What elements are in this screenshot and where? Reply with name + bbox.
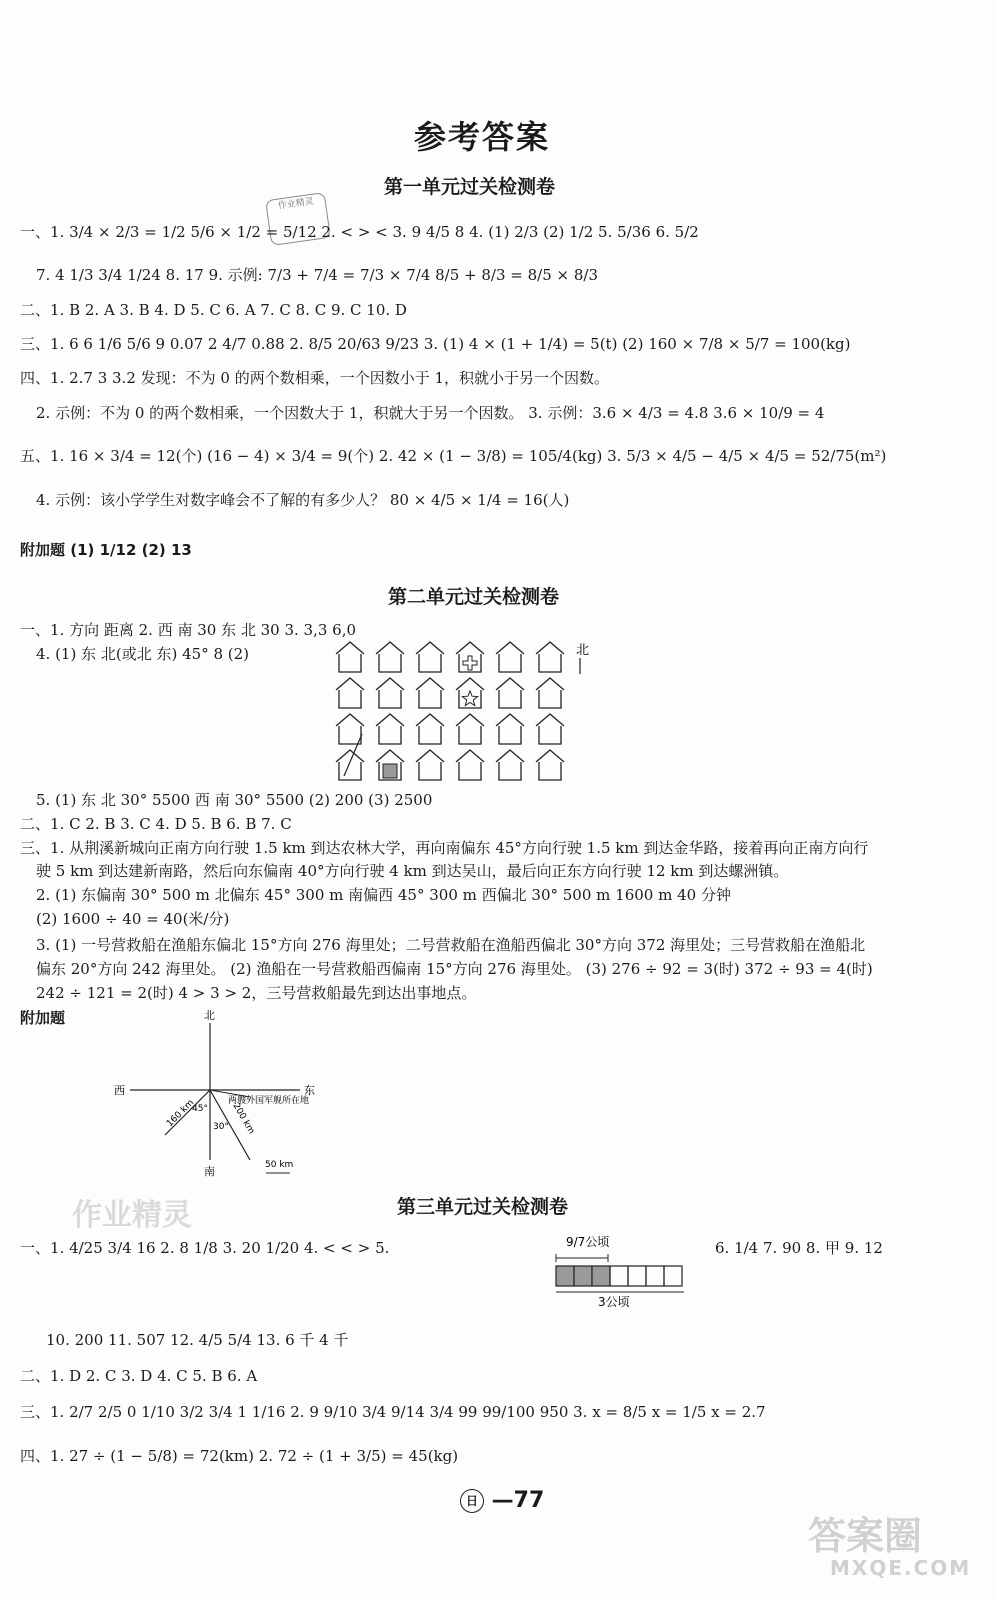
bar-cell bbox=[646, 1266, 664, 1286]
house-cell bbox=[456, 678, 484, 708]
bar-cell bbox=[574, 1266, 592, 1286]
shaded-square-icon bbox=[383, 764, 397, 778]
watermark: 作业精灵 bbox=[72, 1198, 192, 1233]
unit2-line-10: 偏东 20°方向 242 海里处。 (2) 渔船在一号营救船西偏南 15°方向 276 海里处。 (3) 276 ÷ 92 = 3(时) 372 ÷ 93 = 4(时) bbox=[36, 960, 873, 978]
compass-north: 北 bbox=[204, 1009, 215, 1022]
compass-south: 南 bbox=[204, 1165, 215, 1178]
distance-200: 200 km bbox=[230, 1101, 257, 1136]
house-cell bbox=[496, 714, 524, 744]
house-cell bbox=[456, 642, 484, 672]
corner-logo-url: MXQE.COM bbox=[830, 1556, 972, 1580]
compass-east: 东 bbox=[304, 1084, 315, 1097]
unit1-extra: 附加题 (1) 1/12 (2) 13 bbox=[20, 541, 192, 559]
unit2-line-11: 242 ÷ 121 = 2(时) 4 > 3 > 2，三号营救船最先到达出事地点。 bbox=[36, 984, 477, 1002]
unit3-line-1b: 6. 1/4 7. 90 8. 甲 9. 12 bbox=[715, 1239, 883, 1257]
unit1-line-8: 4. 示例：该小学学生对数字峰会不了解的有多少人？ 80 × 4/5 × 1/4 = 16(人) bbox=[36, 491, 570, 509]
page-number bbox=[460, 1488, 544, 1513]
unit3-line-2: 10. 200 11. 507 12. 4/5 5/4 13. 6 千 4 千 bbox=[46, 1331, 349, 1349]
unit2-line-2: 4. (1) 东 北(或北 东) 45° 8 (2) bbox=[36, 645, 250, 663]
unit2-extra: 附加题 bbox=[20, 1009, 66, 1027]
unit1-line-1: 一、1. 3/4 × 2/3 = 1/2 5/6 × 1/2 = 5/12 2. < > < 3. 9 4/5 8 4. (1) 2/3 (2) 1/2 5. 5/36 6. 5/2 bbox=[20, 223, 699, 241]
house-cells bbox=[336, 642, 564, 780]
target-label: 两艘外国军舰所在地 bbox=[228, 1096, 310, 1106]
house-cell bbox=[496, 678, 524, 708]
compass-west: 西 bbox=[114, 1084, 125, 1097]
route-line bbox=[344, 734, 362, 776]
unit1-line-2: 7. 4 1/3 3/4 1/24 8. 17 9. 示例: 7/3 + 7/4 = 7/3 × 7/4 8/5 + 8/3 = 8/5 × 8/3 bbox=[36, 266, 599, 284]
page-mark: 日 bbox=[460, 1489, 484, 1513]
section-title-unit-2: 第二单元过关检测卷 bbox=[388, 586, 560, 608]
unit1-line-7: 五、1. 16 × 3/4 = 12(个) (16 − 4) × 3/4 = 9(个) 2. 42 × (1 − 3/8) = 105/4(kg) 3. 5/3 × 4/5 − 4/5 × 4/5 = 52/75(m²) bbox=[20, 447, 887, 465]
bar-model bbox=[548, 1232, 698, 1312]
unit1-line-3: 二、1. B 2. A 3. B 4. D 5. C 6. A 7. C 8. C 9. C 10. D bbox=[20, 301, 407, 319]
house-cell bbox=[416, 750, 444, 780]
house-cell bbox=[456, 750, 484, 780]
house-cell bbox=[376, 714, 404, 744]
house-cell bbox=[336, 750, 364, 780]
page-number-text: —77 bbox=[491, 1488, 545, 1513]
unit3-line-3: 二、1. D 2. C 3. D 4. C 5. B 6. A bbox=[20, 1367, 258, 1385]
house-cell bbox=[416, 714, 444, 744]
hospital-cross-icon bbox=[463, 656, 477, 670]
bar-cell bbox=[664, 1266, 682, 1286]
scale-label: 50 km bbox=[265, 1160, 294, 1170]
unit2-line-7: 2. (1) 东偏南 30° 500 m 北偏东 45° 300 m 南偏西 45° 300 m 西偏北 30° 500 m 1600 m 40 分钟 bbox=[36, 886, 731, 904]
unit2-line-5: 三、1. 从荆溪新城向正南方向行驶 1.5 km 到达农林大学，再向南偏东 45°方向行驶 1.5 km 到达金华路，接着再向正南方向行 bbox=[20, 839, 869, 857]
house-grid bbox=[330, 638, 610, 788]
house-cell bbox=[536, 678, 564, 708]
star-icon bbox=[462, 691, 477, 706]
page-title: 参考答案 bbox=[414, 118, 551, 156]
unit2-line-6: 驶 5 km 到达建新南路，然后向东偏南 40°方向行驶 4 km 到达吴山，最后向正东方向行驶 12 km 到达螺洲镇。 bbox=[36, 862, 789, 880]
house-cell bbox=[336, 678, 364, 708]
bar-cell bbox=[610, 1266, 628, 1286]
section-title-unit-1: 第一单元过关检测卷 bbox=[384, 176, 556, 198]
house-cell bbox=[496, 750, 524, 780]
house-cell bbox=[536, 714, 564, 744]
unit2-line-8: (2) 1600 ÷ 40 = 40(米/分) bbox=[36, 910, 230, 928]
unit1-line-5: 四、1. 2.7 3 3.2 发现：不为 0 的两个数相乘，一个因数小于 1，积就小于另一个因数。 bbox=[20, 369, 610, 387]
unit1-line-6: 2. 示例：不为 0 的两个数相乘，一个因数大于 1，积就大于另一个因数。 3. 示例：3.6 × 4/3 = 4.8 3.6 × 10/9 = 4 bbox=[36, 404, 825, 422]
house-cell bbox=[416, 642, 444, 672]
unit3-line-4: 三、1. 2/7 2/5 0 1/10 3/2 3/4 1 1/16 2. 9 9/10 3/4 9/14 3/4 99 99/100 950 3. x = 8/5 x = 1/5 x = 2.7 bbox=[20, 1403, 766, 1421]
house-cell bbox=[536, 642, 564, 672]
grid-north-label: 北 bbox=[576, 643, 590, 658]
bar-cell bbox=[556, 1266, 574, 1286]
corner-logo: 答案圈 bbox=[808, 1514, 923, 1558]
bar-top-label: 9/7公顷 bbox=[566, 1235, 610, 1249]
house-cell bbox=[336, 642, 364, 672]
unit1-line-4: 三、1. 6 6 1/6 5/6 9 0.07 2 4/7 0.88 2. 8/5 20/63 9/23 3. (1) 4 × (1 + 1/4) = 5(t) (2) 160 × 7/8 × 5/7 = 100(kg) bbox=[20, 335, 851, 353]
bar-bottom-label: 3公顷 bbox=[598, 1295, 630, 1309]
bar-cells bbox=[556, 1266, 682, 1286]
unit2-line-3: 5. (1) 东 北 30° 5500 西 南 30° 5500 (2) 200 (3) 2500 bbox=[36, 791, 433, 809]
house-cell bbox=[536, 750, 564, 780]
unit2-line-9: 3. (1) 一号营救船在渔船东偏北 15°方向 276 海里处；二号营救船在渔船西偏北 30°方向 372 海里处；三号营救船在渔船北 bbox=[36, 936, 866, 954]
section-title-unit-3: 第三单元过关检测卷 bbox=[397, 1196, 569, 1218]
house-cell bbox=[416, 678, 444, 708]
unit3-line-1: 一、1. 4/25 3/4 16 2. 8 1/8 3. 20 1/20 4. < < > 5. bbox=[20, 1239, 390, 1257]
house-cell bbox=[496, 642, 524, 672]
bar-cell bbox=[628, 1266, 646, 1286]
bar-cell bbox=[592, 1266, 610, 1286]
compass-diagram bbox=[100, 1005, 370, 1180]
unit2-line-4: 二、1. C 2. B 3. C 4. D 5. B 6. B 7. C bbox=[20, 815, 292, 833]
house-cell bbox=[376, 642, 404, 672]
stamp-text: 作业精灵 bbox=[277, 196, 315, 212]
unit3-line-5: 四、1. 27 ÷ (1 − 5/8) = 72(km) 2. 72 ÷ (1 + 3/5) = 45(kg) bbox=[20, 1447, 459, 1465]
angle-30: 30° bbox=[213, 1122, 229, 1132]
distance-160: 160 km bbox=[165, 1097, 197, 1130]
house-cell bbox=[456, 714, 484, 744]
house-cell bbox=[376, 678, 404, 708]
unit2-line-1: 一、1. 方向 距离 2. 西 南 30 东 北 30 3. 3,3 6,0 bbox=[20, 621, 357, 639]
angle-45: 45° bbox=[192, 1104, 208, 1114]
